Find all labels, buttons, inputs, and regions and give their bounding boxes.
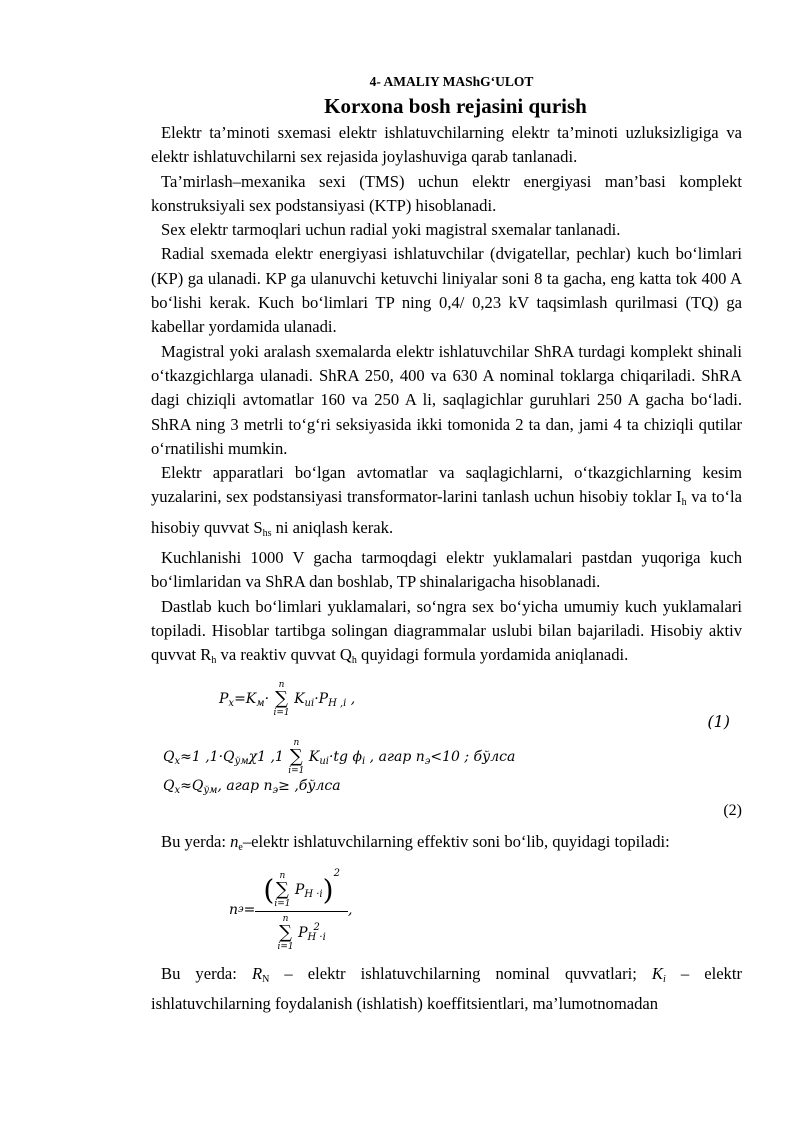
eq3-num-sum-bot: i=1 (274, 898, 291, 909)
eq1-sum (273, 680, 289, 718)
eq2a-const: 1 ,1·Q (191, 748, 235, 765)
eq1-term-sub: иi (304, 697, 315, 709)
page-title: Korxona bosh rejasini qurish (324, 94, 587, 118)
paragraph-2: Ta’mirlash–mexanika sexi (TMS) uchun elektr energiyasi man’basi komplekt konstruksiyali sex podstansiyasi (KTP) hisoblanadi. (151, 171, 742, 215)
paragraph-5: Magistral yoki aralash sxemalarda elektr ishlatuvchilar ShRA turdagi komplekt shinali o‘tkazgichlarga ulanadi. ShRA 250, 400 va 630 A nominal toklarga chiqariladi. ShRA dagi chiziqli avtomatlar 160 va 250 A li, saqlagichlar guruhlari 250 A gacha bo‘ladi. ShRA ning 3 metrli to‘g‘ri seksiyasida ikki tomonida 2 ta dan, jami 4 ta chiziqli qutilar o‘rnatilishi mumkin. (151, 341, 742, 458)
eq1-term: K (294, 690, 305, 707)
p10-sub-1: N (262, 973, 270, 985)
right-paren-icon: ) (322, 873, 334, 907)
eq2a-lhs-sub: x (174, 755, 181, 767)
p8-text-b: va reaktiv quvvat Q (216, 645, 352, 665)
eq2a-tg-sub: i (362, 755, 366, 767)
eq2b-cond: , агар n (217, 777, 273, 794)
eq1-k: K (245, 690, 257, 707)
eq2a-term: K (308, 748, 320, 765)
eq3-fraction (255, 868, 348, 952)
eq1-lhs-sub: x (228, 697, 235, 709)
p10-var-2: K (651, 963, 663, 983)
p10-text-b: – elektr ishlatuvchilarning nominal quvvatlari; (269, 963, 652, 983)
eq1-sum-top: n (278, 679, 285, 690)
paragraph-1: Elektr ta’minoti sxemasi elektr ishlatuvchilarning elektr ta’minoti uzluksizligiga va elektr ishlatuvchilarni sex rejasida joylashuviga qarab tanlanadi. (151, 123, 742, 167)
eq1-dot: · (264, 690, 270, 707)
p8-sub-2: h (351, 655, 357, 667)
paragraph-10 (151, 962, 742, 1017)
eq3-den-term: P (298, 924, 308, 941)
paragraph-9 (151, 830, 742, 860)
p8-text-c: quyidagi formula yordamida aniqlanadi. (356, 645, 629, 665)
eq1-sum-bot: i=1 (273, 707, 290, 718)
eq3-num-term: P (294, 881, 305, 898)
eq2a-tg: ·tg ϕ (328, 748, 363, 765)
eq2b-cond-tail: ≥ ,бўлса (278, 777, 341, 794)
eq2b-lhs: Q (163, 777, 175, 794)
p6-text-b: va to‘la hisobiy quvvat S (151, 487, 742, 537)
p10-text-c: – elektr ishlatuvchilarning foydalanish (ishlatish) koeffitsientlari, ma’lumotnomadan (151, 963, 742, 1014)
p10-var-1: R (251, 963, 263, 983)
eq3-num-sum (274, 871, 290, 909)
eq3-lhs-sub: э (238, 904, 244, 916)
eq2a-approx: ≈ (180, 748, 192, 765)
eq2b-cond-sub: э (272, 784, 279, 796)
eq1-number: (1) (707, 711, 730, 731)
p6-text-a: Elektr apparatlari bo‘lgan avtomatlar va saqlagichlarni, o‘tkazgichlarning kesim yuzalarini, sex podstansiyasi transformator-larini tanlash uchun hisobiy toklar I (151, 463, 742, 507)
p6-sub-1: h (681, 497, 687, 509)
eq3-den-sub: H ·i (307, 931, 326, 943)
eq3-eq: = (243, 901, 256, 918)
equation-2a (151, 730, 742, 776)
eq3-numerator (255, 868, 348, 912)
paragraph-3: Sex elektr tarmoqlari uchun radial yoki magistral sxemalar tanlanadi. (161, 220, 621, 240)
eq3-den-sum-top: n (282, 913, 289, 924)
left-paren-icon: ( (263, 873, 275, 907)
eq2b-lhs-sub: x (174, 784, 181, 796)
eq2a-const-sub: ўм (234, 755, 249, 767)
paragraph-8 (151, 595, 742, 674)
eq2-number: (2) (723, 801, 742, 819)
equation-1 (151, 676, 742, 731)
eq1-p-sub: H ,i (328, 697, 347, 709)
eq3-num-sub: H ·i (304, 888, 323, 900)
eq3-den-sum (278, 914, 294, 952)
p8-text-a: Dastlab kuch bo‘limlari yuklamalari, so‘ngra sex bo‘yicha umumiy kuch yuklamalari topiladi. Hisoblar tartibga solingan diagrammalar uslubi bilan bajariladi. Hisobiy aktiv quvvat R (151, 596, 742, 665)
document-page (151, 74, 742, 1016)
p9-sub: e (238, 841, 243, 853)
eq1-dot-2: · (314, 690, 319, 707)
eq3-den-sum-bot: i=1 (277, 941, 294, 952)
sigma-icon: ∑ (289, 745, 303, 767)
sigma-icon: ∑ (275, 687, 288, 709)
p10-sub-2: i (663, 973, 666, 985)
eq2b-rhs-sub: ўм (203, 784, 218, 796)
eq3-denominator (255, 912, 348, 952)
equation-3 (151, 860, 742, 960)
eq3-num-pow: 2 (333, 867, 340, 879)
eq3-lhs: n (229, 901, 239, 918)
eq1-lhs: P (219, 690, 229, 707)
eq2b-rhs: Q (191, 777, 204, 794)
paragraph-4: Radial sxemada elektr energiyasi ishlatuvchilar (dvigatellar, pechlar) kuch bo‘limlari (KP) ga ulanadi. KP ga ulanuvchi ketuvchi liniyalar soni 8 ta gacha, eng katta tok 400 A bo‘lishi kerak. Kuch bo‘limlari TP ning 0,4/ 0,23 kV taqsimlash qurilmasi (TQ) ga kabellar yordamida ulanadi. (151, 244, 742, 337)
eq1-p: P (318, 690, 329, 707)
eq2a-term-sub: иi (319, 755, 329, 767)
eq2b-approx: ≈ (180, 777, 192, 794)
sigma-icon: ∑ (279, 921, 292, 943)
p9-text-a: Bu yerda: (161, 831, 231, 851)
eq2a-sum-top: n (293, 737, 300, 748)
paragraph-7: Kuchlanishi 1000 V gacha tarmoqdagi elektr yuklamalari pastdan yuqoriga kuch bo‘limlaridan va ShRA dan boshlab, TP shinalarigacha hisoblanadi. (151, 548, 742, 592)
eq2a-cond-sub: э (424, 755, 431, 767)
eq2a-cond: , агар n (365, 748, 425, 765)
eq3-tail: , (347, 901, 353, 918)
eq3-den-sup: 2 (313, 921, 320, 933)
paragraph-6 (151, 461, 742, 546)
equation-2b (151, 776, 742, 826)
p8-sub-1: h (211, 655, 217, 667)
eq1-tail: , (346, 690, 356, 707)
p6-text-c: ni aniqlash kerak. (271, 517, 394, 537)
eq2a-cond-tail: <10 ; бўлса (430, 748, 516, 765)
p9-text-b: –elektr ishlatuvchilarning effektiv soni bo‘lib, quyidagi topiladi: (242, 831, 670, 851)
eq2a-lhs: Q (163, 748, 175, 765)
p10-text-a: Bu yerda: (161, 963, 252, 983)
eq3-num-sum-top: n (279, 870, 286, 881)
eq2a-sum (288, 738, 304, 776)
eq2a-sum-bot: i=1 (288, 765, 305, 776)
lesson-subtitle: 4- AMALIY MAShG‘ULOT (369, 74, 534, 89)
eq1-eq: = (234, 690, 246, 707)
p6-sub-2: hs (262, 527, 272, 539)
eq2a-mid: χ1 ,1 (248, 748, 284, 765)
sigma-icon: ∑ (275, 878, 289, 900)
eq1-k-sub: м (256, 697, 265, 709)
p9-var: n (230, 831, 239, 851)
